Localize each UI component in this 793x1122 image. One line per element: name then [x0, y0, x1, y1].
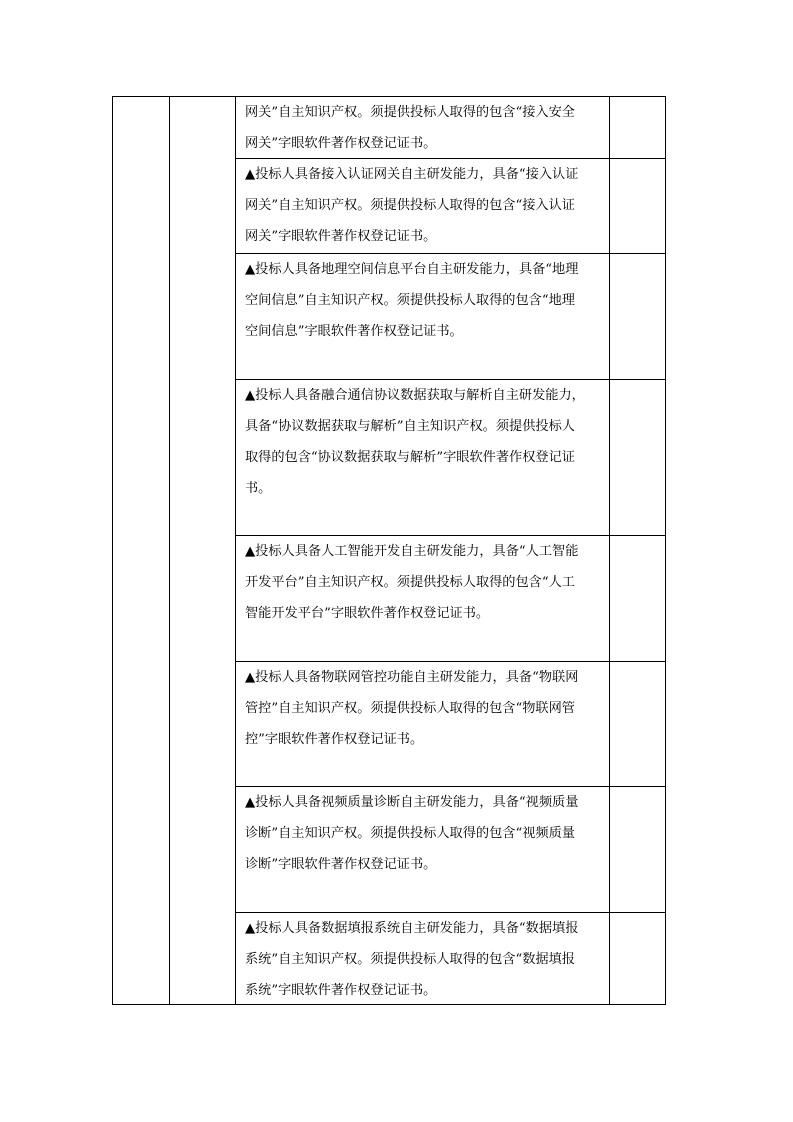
requirement-text-line: 诊断”自主知识产权。须提供投标人取得的包含“视频质量: [245, 826, 575, 841]
requirement-text-line: ▲投标人具备视频质量诊断自主研发能力，具备“视频质量: [245, 795, 579, 810]
requirement-text-line: 书。: [245, 481, 272, 496]
requirement-text-line: ▲投标人具备地理空间信息平台自主研发能力，具备“地理: [245, 262, 579, 277]
requirement-text-line: 智能开发平台”字眼软件著作权登记证书。: [245, 606, 490, 621]
requirement-text-line: 具备“协议数据获取与解析”自主知识产权。须提供投标人: [245, 419, 575, 434]
requirement-cell: [245, 536, 603, 629]
requirement-cell: [245, 380, 603, 504]
requirement-text-line: 控”字眼软件著作权登记证书。: [245, 732, 424, 747]
requirement-text-line: 空间信息”自主知识产权。须提供投标人取得的包含“地理: [245, 293, 575, 308]
requirement-text-line: 系统”字眼软件著作权登记证书。: [245, 983, 437, 998]
requirement-text-line: ▲投标人具备人工智能开发自主研发能力，具备“人工智能: [245, 544, 579, 559]
requirement-text-line: 系统”自主知识产权。须提供投标人取得的包含“数据填报: [245, 952, 575, 967]
requirement-text-line: ▲投标人具备接入认证网关自主研发能力，具备“接入认证: [245, 167, 579, 182]
requirement-text-line: 网关”自主知识产权。须提供投标人取得的包含“接入安全: [245, 105, 575, 120]
requirement-text-line: 取得的包含“协议数据获取与解析”字眼软件著作权登记证: [245, 450, 575, 465]
requirement-cell: [245, 913, 603, 1006]
requirement-text-line: 空间信息”字眼软件著作权登记证书。: [245, 324, 463, 339]
requirement-text-line: 网关”字眼软件著作权登记证书。: [245, 136, 437, 151]
requirement-cell: [245, 159, 603, 252]
column-divider-1: [169, 96, 170, 1005]
requirement-text-line: 管控”自主知识产权。须提供投标人取得的包含“物联网管: [245, 701, 575, 716]
requirement-cell: [245, 254, 603, 347]
requirement-text-line: ▲投标人具备数据填报系统自主研发能力，具备“数据填报: [245, 921, 579, 936]
requirement-text-line: 开发平台”自主知识产权。须提供投标人取得的包含“人工: [245, 575, 575, 590]
requirement-text-line: 诊断”字眼软件著作权登记证书。: [245, 857, 437, 872]
requirement-cell: [245, 787, 603, 880]
requirement-text-line: ▲投标人具备融合通信协议数据获取与解析自主研发能力，: [245, 388, 585, 403]
column-divider-2: [235, 96, 236, 1005]
requirement-cell: [245, 97, 603, 159]
requirement-text-line: 网关”自主知识产权。须提供投标人取得的包含“接入认证: [245, 198, 575, 213]
column-divider-3: [609, 96, 610, 1005]
requirement-cell: [245, 662, 603, 755]
requirement-text-line: ▲投标人具备物联网管控功能自主研发能力，具备“物联网: [245, 670, 579, 685]
requirement-text-line: 网关”字眼软件著作权登记证书。: [245, 229, 437, 244]
